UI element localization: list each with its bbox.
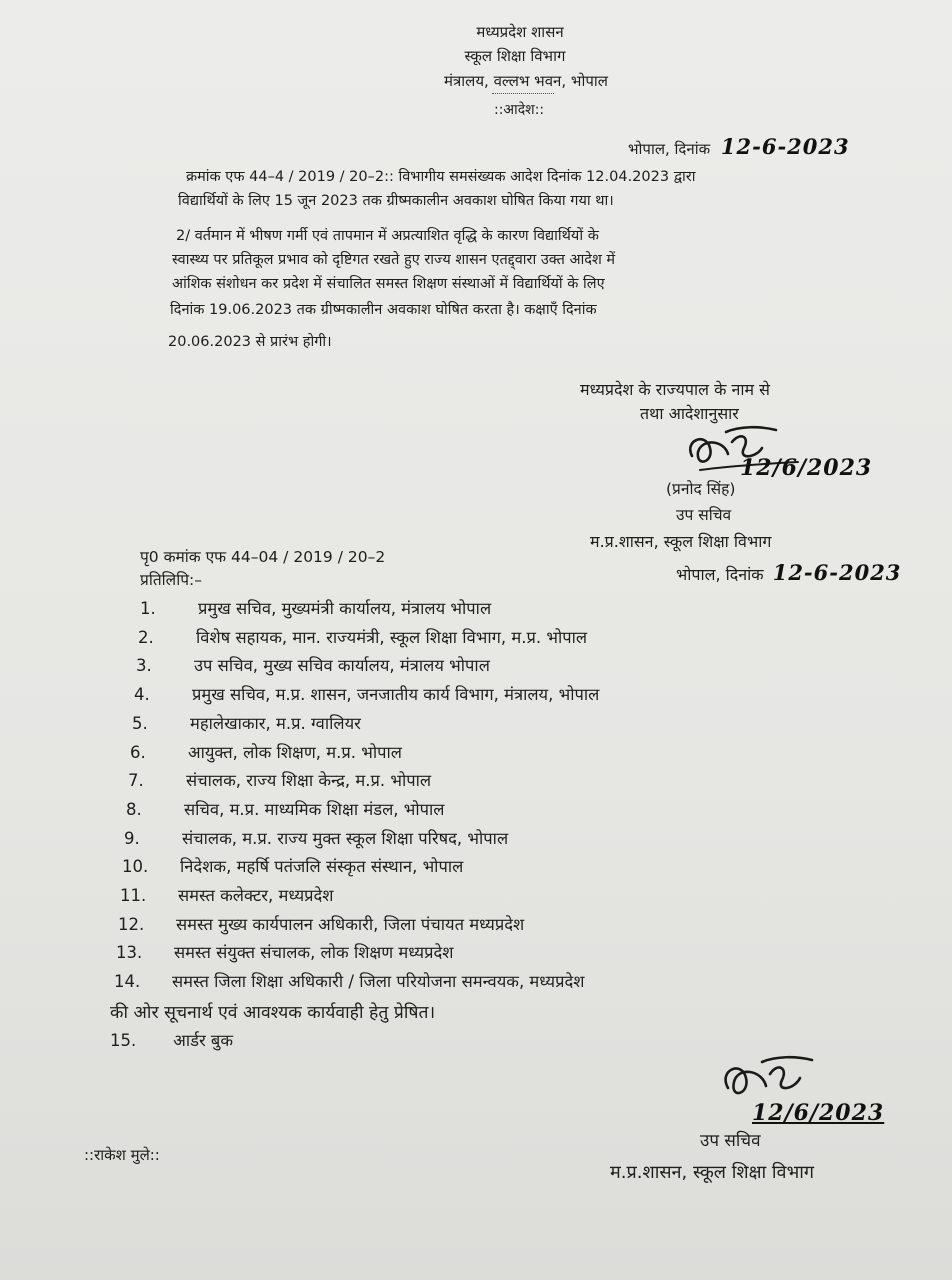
signatory-date-label: भोपाल, दिनांक [676, 565, 764, 584]
copy-item-text: समस्त मुख्य कार्यपालन अधिकारी, जिला पंचायत मध्यप्रदेश [176, 914, 525, 934]
header-divider [492, 93, 554, 94]
copy-item-number: 9. [124, 828, 140, 848]
copy-item-text: समस्त जिला शिक्षा अधिकारी / जिला परियोजना समन्वयक, मध्यप्रदेश [172, 972, 585, 992]
copy-item-text: निदेशक, महर्षि पतंजलि संस्कृत संस्थान, भोपाल [180, 857, 464, 877]
date-label: भोपाल, दिनांक [628, 140, 711, 158]
copy-heading: प्रतिलिपि:– [140, 571, 202, 589]
copy-item-number: 1. [140, 599, 156, 618]
order-title: ::आदेश:: [494, 102, 545, 118]
typist-initials: ::राकेश मुले:: [84, 1146, 160, 1164]
signatory-name: (प्रनोद सिंह) [666, 480, 736, 498]
copy-item-text: उप सचिव, मुख्य सचिव कार्यालय, मंत्रालय भोपाल [194, 656, 490, 676]
para2-line5: 20.06.2023 से प्रारंभ होगी। [168, 334, 332, 350]
copy-item-text: संचालक, राज्य शिक्षा केन्द्र, म.प्र. भोपाल [186, 771, 432, 791]
copy-item-number: 3. [136, 656, 152, 676]
copy-item [114, 969, 584, 992]
header-address: मंत्रालय, वल्लभ भवन, भोपाल [444, 72, 608, 90]
copy-item [120, 883, 334, 906]
copy-reference: पृ0 कमांक एफ 44–04 / 2019 / 20–2 [140, 548, 386, 566]
signature-2-department: म.प्र.शासन, स्कूल शिक्षा विभाग [610, 1162, 815, 1183]
header-department: स्कूल शिक्षा विभाग [464, 47, 566, 65]
signatory-date-handwritten: 12-6-2023 [772, 560, 902, 585]
signature-2-date: 12/6/2023 [752, 1100, 885, 1126]
copy-item [140, 596, 491, 619]
signature-1-date: 12/6/2023 [740, 455, 873, 481]
para2-line2: स्वास्थ्य पर प्रतिकूल प्रभाव को दृष्टिगत रखते हुए राज्य शासन एतद्द्वारा उक्त आदेश में [172, 252, 616, 268]
copy-item [126, 797, 444, 820]
copy-item [122, 854, 463, 877]
copy-item-text: प्रमुख सचिव, मुख्यमंत्री कार्यालय, मंत्रालय भोपाल [198, 599, 492, 618]
signature-2-designation: उप सचिव [700, 1131, 761, 1151]
copy-item [124, 826, 508, 849]
copy-item-number: 14. [114, 972, 141, 992]
para2-line3: आंशिक संशोधन कर प्रदेश में संचालित समस्त शिक्षण संस्थाओं में विद्यार्थियों के लिए [172, 276, 605, 292]
copy-item [128, 768, 431, 791]
copy-item-15 [110, 1028, 233, 1051]
signatory-department: म.प्र.शासन, स्कूल शिक्षा विभाग [590, 532, 772, 551]
copy-item-text: संचालक, म.प्र. राज्य मुक्त स्कूल शिक्षा परिषद, भोपाल [182, 828, 509, 848]
copy-item-number: 13. [116, 943, 143, 963]
copy-item-number: 2. [138, 627, 154, 647]
date-handwritten: 12-6-2023 [720, 134, 850, 159]
governor-order-line1: मध्यप्रदेश के राज्यपाल के नाम से [580, 380, 770, 399]
copy-item [138, 625, 587, 648]
forward-line: की ओर सूचनार्थ एवं आवश्यक कार्यवाही हेतु प्रेषित। [110, 1003, 436, 1023]
copy-item-number: 7. [128, 771, 144, 791]
copy-item-number: 6. [130, 742, 146, 762]
signatory-designation: उप सचिव [676, 506, 732, 524]
copy-item [118, 912, 524, 935]
copy-item-text: प्रमुख सचिव, म.प्र. शासन, जनजातीय कार्य विभाग, मंत्रालय, भोपाल [192, 685, 600, 705]
copy-item-text: आयुक्त, लोक शिक्षण, म.प्र. भोपाल [188, 742, 402, 762]
para1-line1: क्रमांक एफ 44–4 / 2019 / 20–2:: विभागीय समसंख्यक आदेश दिनांक 12.04.2023 द्वारा [186, 169, 696, 185]
copy-item [116, 940, 453, 963]
copy-item-number: 11. [120, 886, 147, 905]
copy-item-text: समस्त संयुक्त संचालक, लोक शिक्षण मध्यप्रदेश [174, 943, 454, 963]
para2-line1: 2/ वर्तमान में भीषण गर्मी एवं तापमान में अप्रत्याशित वृद्धि के कारण विद्यार्थियों के [176, 228, 599, 244]
copy-item [136, 653, 490, 676]
copy-item [130, 740, 402, 763]
copy-item-number: 4. [134, 685, 150, 705]
copy-item-text: महालेखाकार, म.प्र. ग्वालियर [190, 713, 361, 733]
header-government: मध्यप्रदेश शासन [476, 23, 564, 41]
date-line [628, 134, 850, 159]
copy-item-text: विशेष सहायक, मान. राज्यमंत्री, स्कूल शिक्षा विभाग, म.प्र. भोपाल [196, 627, 588, 647]
copy-item-number: 10. [122, 857, 149, 877]
copy-item-15-number: 15. [110, 1031, 137, 1050]
para1-line2: विद्यार्थियों के लिए 15 जून 2023 तक ग्रीष्मकालीन अवकाश घोषित किया गया था। [178, 193, 614, 209]
copy-item [134, 682, 599, 705]
para2-line4: दिनांक 19.06.2023 तक ग्रीष्मकालीन अवकाश घोषित करता है। कक्षाएँ दिनांक [170, 302, 597, 318]
copy-item-text: सचिव, म.प्र. माध्यमिक शिक्षा मंडल, भोपाल [184, 799, 445, 819]
governor-order-line2: तथा आदेशानुसार [640, 404, 739, 423]
copy-item-number: 5. [132, 713, 148, 733]
signatory-date-line [676, 560, 901, 585]
copy-item-15-text: आर्डर बुक [173, 1031, 234, 1050]
copy-item [132, 711, 361, 734]
copy-item-number: 8. [126, 799, 142, 819]
copy-item-number: 12. [118, 914, 145, 934]
copy-item-text: समस्त कलेक्टर, मध्यप्रदेश [178, 886, 334, 905]
